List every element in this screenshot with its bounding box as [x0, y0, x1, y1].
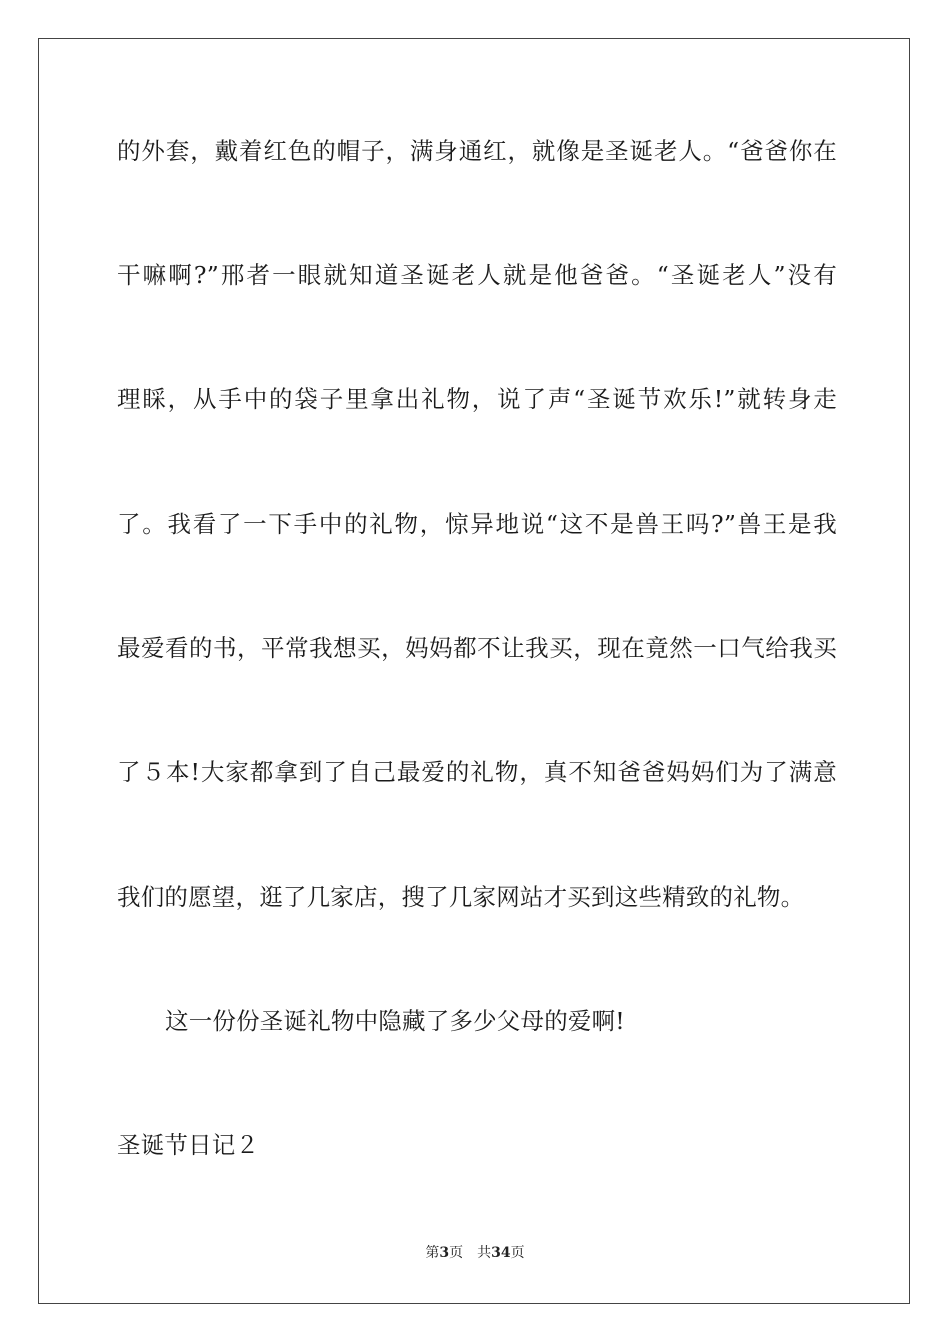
body-line-6: 了５本!大家都拿到了自己最爱的礼物，真不知爸爸妈妈们为了满意: [117, 758, 837, 786]
closing-paragraph: 这一份份圣诞礼物中隐藏了多少父母的爱啊!: [165, 1007, 625, 1035]
section-title: 圣诞节日记２: [117, 1131, 260, 1159]
page-border: [38, 38, 910, 1304]
page-prefix: 第: [425, 1245, 440, 1261]
total-suffix: 页: [510, 1245, 525, 1261]
total-pages: 34: [491, 1245, 511, 1261]
page-suffix: 页: [449, 1245, 464, 1261]
page-number: 3: [439, 1245, 450, 1261]
body-line-4: 了。我看了一下手中的礼物，惊异地说“这不是兽王吗?”兽王是我: [117, 510, 837, 538]
total-prefix: 共: [477, 1245, 492, 1261]
body-line-3: 理睬，从手中的袋子里拿出礼物，说了声“圣诞节欢乐!”就转身走: [117, 385, 837, 413]
body-line-5: 最爱看的书，平常我想买，妈妈都不让我买，现在竟然一口气给我买: [117, 634, 837, 662]
body-line-7: 我们的愿望，逛了几家店，搜了几家网站才买到这些精致的礼物。: [117, 883, 805, 911]
body-line-1: 的外套，戴着红色的帽子，满身通红，就像是圣诞老人。“爸爸你在: [117, 137, 837, 165]
page-footer: [0, 1243, 950, 1263]
body-line-2: 干嘛啊?”邢者一眼就知道圣诞老人就是他爸爸。“圣诞老人”没有: [117, 261, 837, 289]
